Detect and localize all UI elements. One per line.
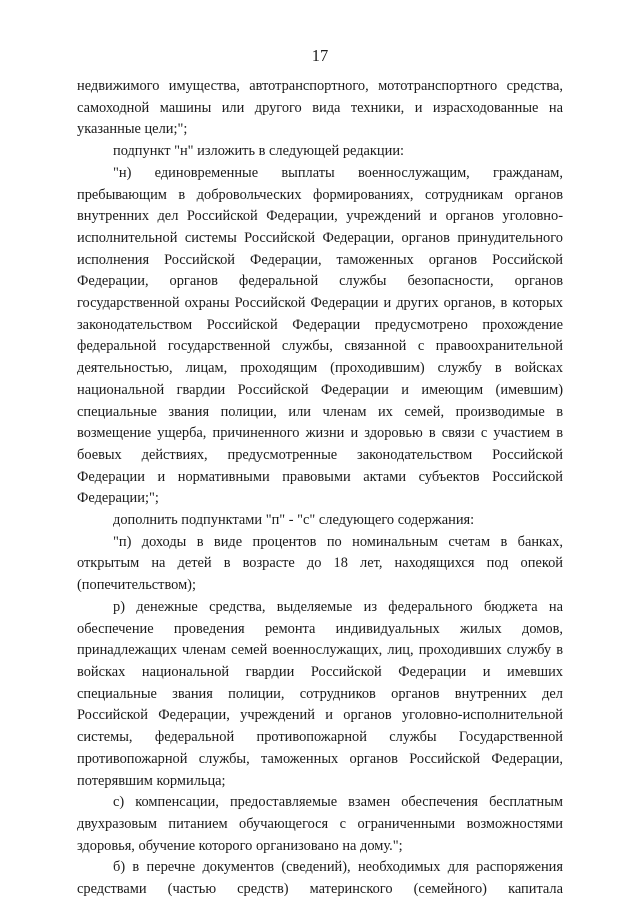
paragraph: с) компенсации, предоставляемые взамен обеспечения бесплатным двухразовым питанием обучающегося с ограниченными возможностями здоровья, обучение которого организовано на дому."; [77, 794, 563, 854]
paragraph: р) денежные средства, выделяемые из федерального бюджета на обеспечение проведения ремонта индивидуальных жилых домов, принадлежащих членам семей военнослужащих, лиц, проходивших службу в войсках национальной гвардии Российской Федерации и имевших специальные звания полиции, сотрудников органов внутренних дел Российской Федерации, учреждений и органов уголовно-исполнительной системы, федеральной противопожарной службы Государственной противопожарной службы, таможенных органов Российской Федерации, потерявшим кормильца; [77, 598, 563, 789]
paragraph: "н) единовременные выплаты военнослужащим, гражданам, пребывающим в добровольческих формированиях, сотрудникам органов внутренних дел Российской Федерации, учреждений и органов уголовно-исполнительной системы Российской Федерации, органов принудительного исполнения Российской Федерации, таможенных органов Российской Федерации, органов федеральной службы безопасности, органов государственной охраны Российской Федерации и других органов, в которых законодательством Российской Федерации предусмотрено прохождение федеральной государственной службы, связанной с правоохранительной деятельностью, лицам, проходящим (проходившим) службу в войсках национальной гвардии Российской Федерации и имеющим (имевшим) специальные звания полиции, или членам их семей, производимые в возмещение ущерба, причиненного жизни и здоровью в связи с участием в боевых действиях, предусмотренные законодательством Российской Федерации и нормативными правовыми актами субъектов Российской Федерации;"; [77, 164, 563, 507]
paragraph: дополнить подпунктами "п" - "с" следующего содержания: [113, 512, 475, 529]
paragraph: б) в перечне документов (сведений), необходимых для распоряжения средствами (частью средств) материнского (семейного) капитала [77, 859, 563, 898]
paragraph: подпункт "н" изложить в следующей редакции: [113, 143, 405, 160]
page-number: 17 [311, 46, 329, 65]
document-body [77, 76, 563, 901]
paragraph: недвижимого имущества, автотранспортного, мототранспортного средства, самоходной машины или другого вида техники, и израсходованные на указанные цели;"; [77, 78, 563, 138]
paragraph: "п) доходы в виде процентов по номинальным счетам в банках, открытым на детей в возрасте до 18 лет, находящихся под опекой (попечительством); [77, 533, 563, 594]
